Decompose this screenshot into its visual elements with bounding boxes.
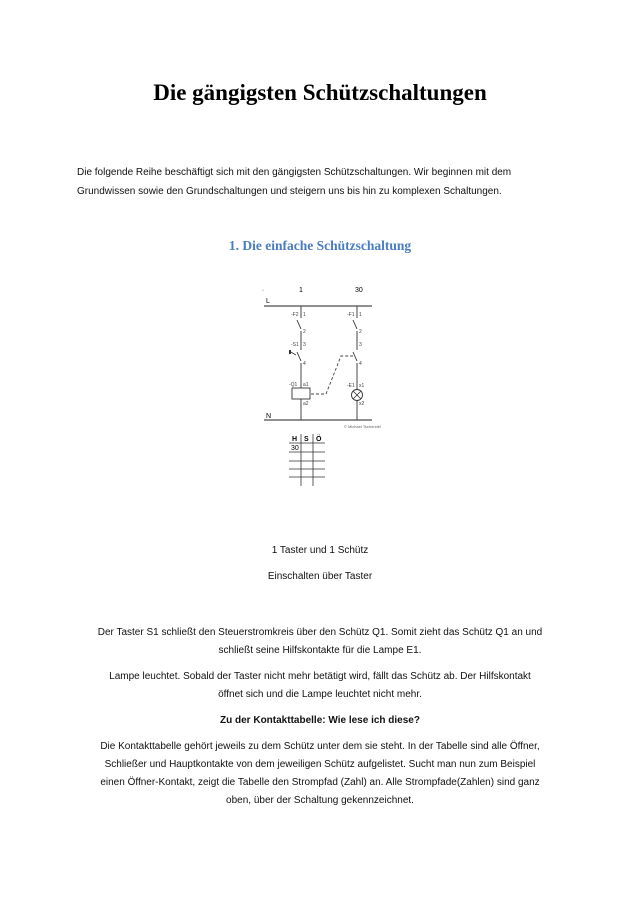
label-f2-2: 2 — [303, 329, 306, 335]
paragraph-3-line-2: Schließer und Hauptkontakte von dem jeweiligen Schütz aufgelistet. Sucht man nun zum Beispiel — [104, 759, 536, 770]
rail-label-n: N — [266, 413, 272, 420]
label-a2: a2 — [303, 401, 309, 407]
label-f1-2: 2 — [359, 329, 362, 335]
paragraph-2-line-2: öffnet sich und die Lampe leuchtet nicht mehr. — [218, 689, 422, 700]
document-title: Die gängigsten Schützschaltungen — [153, 80, 487, 105]
label-f1: -F1 — [347, 312, 355, 318]
label-x2: x2 — [359, 401, 365, 407]
paragraph-3-line-3: einen Öffner-Kontakt, zeigt die Tabelle den Strompfad (Zahl) an. Alle Strompfade(Zahlen) sind ganz — [100, 777, 540, 788]
intro-line-2: Grundwissen sowie den Grundschaltungen und steigern uns bis hin zu komplexen Schaltungen. — [77, 186, 502, 197]
label-s1: -S1 — [291, 342, 299, 348]
table-header-h: H — [292, 436, 298, 443]
paragraph-3-line-4: oben, über der Schaltung gekennzeichnet. — [226, 795, 414, 806]
label-q1-4: 4 — [359, 361, 362, 367]
paragraph-1-line-1: Der Taster S1 schließt den Steuerstromkreis über den Schütz Q1. Somit zieht das Schütz Q1 an und — [97, 627, 543, 638]
label-f1-1: 1 — [359, 312, 362, 318]
label-f2-1: 1 — [303, 312, 306, 318]
label-x1: x1 — [359, 383, 365, 389]
label-a1: a1 — [303, 382, 309, 388]
path-label-30: 30 — [355, 287, 363, 294]
pushbutton-head — [289, 350, 291, 354]
section-heading: 1. Die einfache Schützschaltung — [228, 238, 412, 253]
rail-label-l: L — [266, 298, 270, 305]
right-branch — [353, 306, 357, 420]
path-label-1: 1 — [299, 287, 303, 294]
intro-line-1: Die folgende Reihe beschäftigt sich mit den gängigsten Schützschaltungen. Wir beginnen mit dem — [77, 167, 512, 178]
subheading-contact-table: Zu der Kontakttabelle: Wie lese ich diese? — [220, 715, 420, 726]
table-header-o: Ö — [316, 436, 322, 443]
paragraph-2-line-1: Lampe leuchtet. Sobald der Taster nicht mehr betätigt wird, fällt das Schütz ab. Der Hilfskontakt — [109, 671, 531, 682]
copyright-note: © Michael Tschendel — [344, 424, 381, 429]
paragraph-3-line-1: Die Kontakttabelle gehört jeweils zu dem Schütz unter dem sie steht. In der Tabelle sind alle Öffner, — [100, 741, 540, 752]
caption-2: Einschalten über Taster — [267, 571, 373, 582]
corner-mark: ▫ — [262, 288, 264, 294]
label-q1-3: 3 — [359, 342, 362, 348]
table-header-s: S — [304, 436, 309, 443]
paragraph-1-line-2: schließt seine Hilfskontakte für die Lampe E1. — [218, 645, 422, 656]
label-e1: -E1 — [347, 383, 355, 389]
label-s1-4: 4 — [303, 361, 306, 367]
label-f2: -F2 — [291, 312, 299, 318]
label-q1: -Q1 — [289, 382, 298, 388]
caption-1: 1 Taster und 1 Schütz — [271, 545, 369, 556]
table-value-30: 30 — [291, 445, 299, 452]
label-s1-3: 3 — [303, 342, 306, 348]
